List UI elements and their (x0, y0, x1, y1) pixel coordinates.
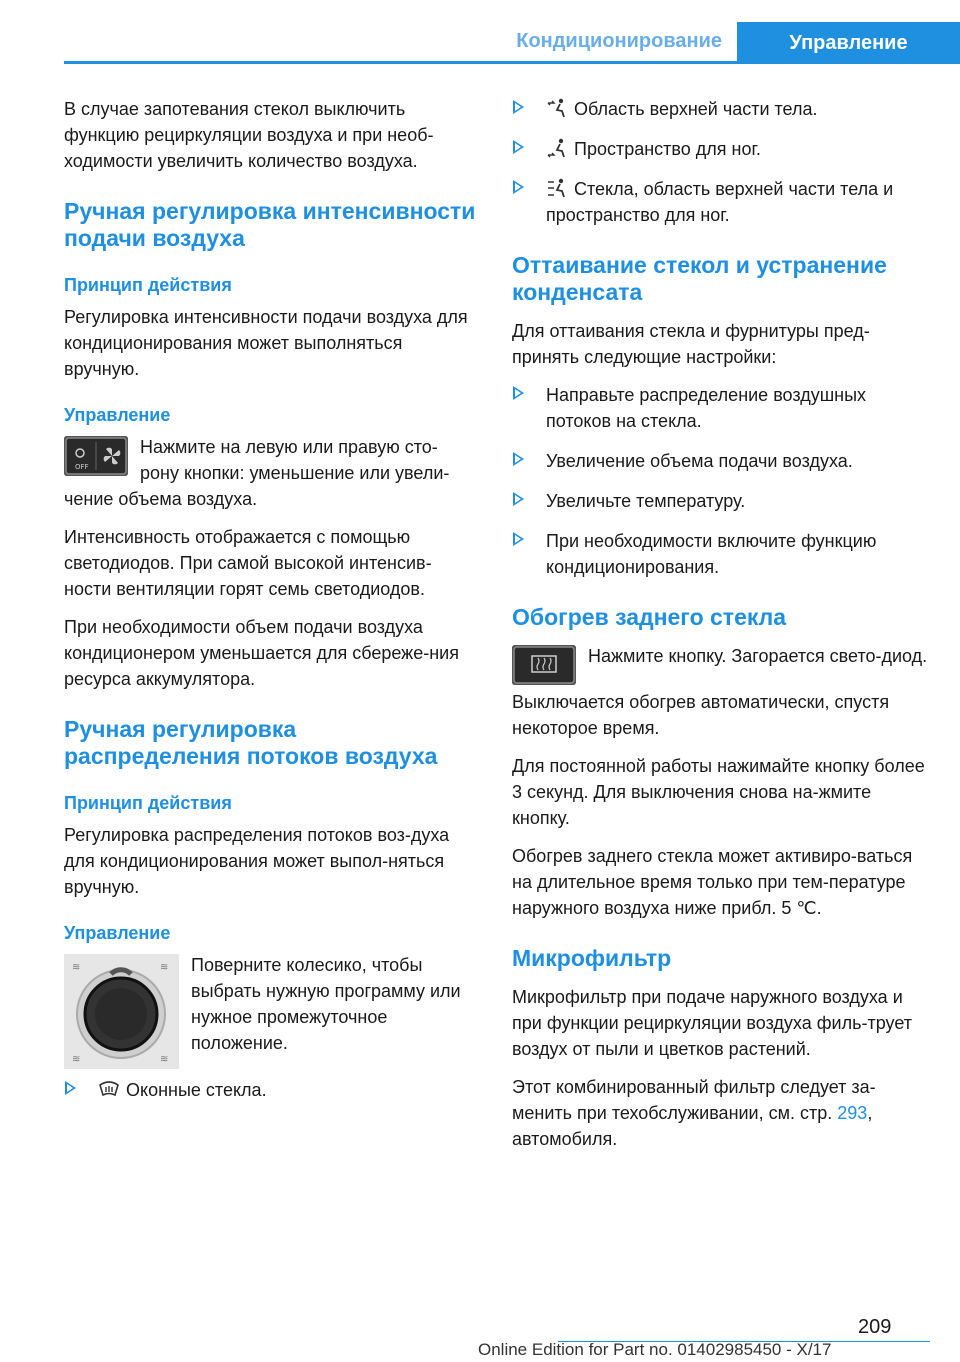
page-link-293[interactable]: 293 (837, 1103, 868, 1123)
all-zones-label: Стекла, область верхней части тела и пространство для ног. (546, 179, 894, 225)
bullet-triangle-icon (65, 1081, 76, 1095)
intro-paragraph: В случае запотевания стекол выключить функцию рециркуляции воздуха и при необ-ходимости увеличить количество воздуха. (64, 99, 434, 171)
defrost-step-2: Увеличение объема подачи воздуха. (546, 451, 853, 471)
rear-text-1: Нажмите кнопку. Загорается свето-диод. (588, 646, 928, 666)
rear-defrost-button-image (512, 645, 576, 685)
list-item-defrost-3 (512, 488, 930, 514)
distribution-knob-image (64, 954, 179, 1069)
feet-airflow-icon (546, 138, 568, 158)
microfilter-text-1: Микрофильтр при подаче наружного воздуха и при функции рециркуляции воздуха филь-трует воздух от пыли и цветков растений. (512, 987, 912, 1059)
subheading-principle-2: Принцип действия (64, 793, 232, 813)
list-item-defrost-2 (512, 448, 930, 474)
svg-text:OFF: OFF (75, 463, 89, 471)
left-column (64, 96, 476, 1117)
bullet-triangle-icon (513, 386, 524, 400)
fan-button-icon (64, 436, 128, 476)
principle-2-text: Регулировка распределения потоков воз-духа для кондиционирования может выпол-няться вручную. (64, 825, 450, 897)
bullet-triangle-icon (513, 492, 524, 506)
list-item-feet (512, 136, 930, 162)
svg-text:≋: ≋ (72, 962, 81, 973)
knob-icon (64, 954, 179, 1069)
bullet-triangle-icon (513, 140, 524, 154)
subheading-principle-1: Принцип действия (64, 275, 232, 295)
all-zones-airflow-icon (546, 178, 568, 198)
intensity-text: Интенсивность отображается с помощью светодиодов. При самой высокой интенсив-ности вентиляции горят семь светодиодов. (64, 527, 432, 599)
header-section-title: Кондиционирование (516, 30, 722, 52)
list-item-defrost-4 (512, 528, 930, 580)
page-number: 209 (858, 1316, 892, 1338)
bullet-triangle-icon (513, 452, 524, 466)
list-item-all (512, 176, 930, 228)
defrost-step-3: Увеличьте температуру. (546, 491, 746, 511)
svg-text:≋: ≋ (160, 1054, 169, 1065)
rear-text-3: Для постоянной работы нажимайте кнопку более 3 секунд. Для выключения снова на-жмите кнопку. (512, 756, 925, 828)
header-tab-active: Управление (737, 22, 960, 64)
bullet-triangle-icon (513, 180, 524, 194)
bullet-triangle-icon (513, 100, 524, 114)
feet-label: Пространство для ног. (574, 139, 761, 159)
list-item-defrost-1 (512, 382, 930, 434)
heading-distribution: Ручная регулировка распределения потоков воздуха (64, 716, 438, 769)
defrost-step-4: При необходимости включите функцию кондиционирования. (546, 531, 877, 577)
subheading-control-2: Управление (64, 923, 171, 943)
list-item-upper-body (512, 96, 930, 122)
defrost-text: Для оттаивания стекла и фурнитуры пред-принять следующие настройки: (512, 321, 870, 367)
bullet-triangle-icon (513, 532, 524, 546)
control-2-text: Поверните колесико, чтобы выбрать нужную программу или нужное промежуточное положение. (191, 955, 461, 1053)
rear-text-4: Обогрев заднего стекла может активиро-ваться на длительное время только при тем-пературе наружного воздуха ниже прибл. 5 ℃. (512, 846, 913, 918)
subheading-control-1: Управление (64, 405, 171, 425)
heading-microfilter: Микрофильтр (512, 945, 672, 971)
edition-text: Online Edition for Part no. 01402985450 - X/17 (478, 1340, 832, 1359)
rear-defrost-icon (512, 645, 576, 685)
defrost-step-1: Направьте распределение воздушных потоков на стекла. (546, 385, 867, 431)
svg-text:≋: ≋ (160, 962, 169, 973)
list-item-windows (64, 1077, 476, 1103)
upper-body-label: Область верхней части тела. (574, 99, 818, 119)
windshield-airflow-icon (98, 1079, 120, 1099)
heading-intensity: Ручная регулировка интенсивности подачи воздуха (64, 198, 476, 251)
rear-text-2: Выключается обогрев автоматически, спустя некоторое время. (512, 692, 890, 738)
heading-defrost: Оттаивание стекол и устранение конденсата (512, 252, 887, 305)
windows-label: Оконные стекла. (126, 1080, 267, 1100)
header-rule (64, 61, 960, 64)
fan-button-image (64, 436, 128, 476)
microfilter-text-2b: , автомобиля. (512, 1103, 873, 1149)
microfilter-text-2 (512, 1074, 930, 1152)
control-1-text: Нажмите на левую или правую сто-рону кнопки: уменьшение или увели-чение объема воздуха. (64, 437, 450, 509)
right-column (512, 96, 930, 1164)
microfilter-text-2a: Этот комбинированный фильтр следует за-менить при техобслуживании, см. стр. (512, 1077, 876, 1123)
upper-body-airflow-icon (546, 98, 568, 118)
battery-text: При необходимости объем подачи воздуха кондиционером уменьшается для сбереже-ния ресурса аккумулятора. (64, 617, 459, 689)
heading-rear-heating: Обогрев заднего стекла (512, 604, 787, 630)
principle-1-text: Регулировка интенсивности подачи воздуха для кондиционирования может выполняться вручную. (64, 307, 468, 379)
svg-text:≋: ≋ (72, 1054, 81, 1065)
